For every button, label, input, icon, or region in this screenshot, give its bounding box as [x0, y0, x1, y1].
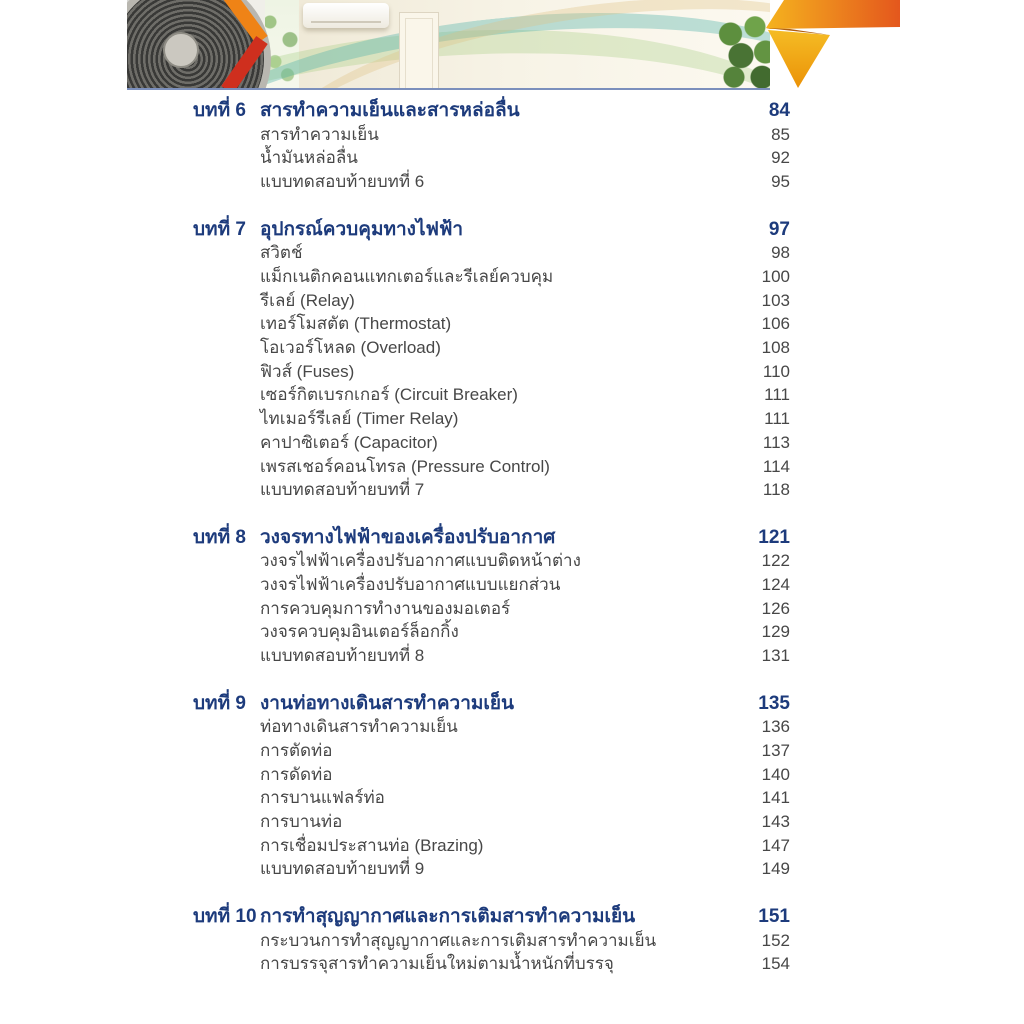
- toc-item-row: [193, 763, 790, 787]
- item-page-number: 126: [761, 598, 790, 618]
- toc-chapter-block: [193, 99, 790, 194]
- item-page-number: 106: [761, 314, 790, 334]
- toc-item-row: [193, 360, 790, 384]
- toc-item-row: [193, 455, 790, 479]
- item-page-number: 114: [762, 456, 790, 476]
- item-title: แบบทดสอบท้ายบทที่ 9: [260, 859, 425, 879]
- chapter-page-number: 84: [768, 100, 790, 121]
- item-page-number: 149: [761, 859, 790, 879]
- chapter-title: อุปกรณ์ควบคุมทางไฟฟ้า: [260, 218, 464, 240]
- item-page-number: 98: [771, 243, 790, 263]
- item-page-number: 154: [761, 954, 790, 974]
- item-page-number: 108: [761, 338, 790, 358]
- item-title: การตัดท่อ: [260, 740, 333, 760]
- toc-item-row: [193, 739, 790, 763]
- chapter-heading-row: [193, 526, 790, 550]
- item-page-number: 140: [761, 764, 790, 784]
- chevron-decoration: [215, 0, 275, 90]
- chapter-label: บทที่ 6: [193, 100, 246, 121]
- indoor-ac-unit-icon: [303, 3, 389, 28]
- item-page-number: 85: [771, 124, 790, 144]
- toc-item-row: [193, 146, 790, 170]
- chapter-title: การทำสุญญากาศและการเติมสารทำความเย็น: [260, 905, 636, 927]
- item-title: การบรรจุสารทำความเย็นใหม่ตามน้ำหนักที่บรรจุ: [260, 954, 614, 974]
- item-title: ฟิวส์ (Fuses): [260, 361, 355, 381]
- toc-item-row: [193, 810, 790, 834]
- chapter-heading-row: [193, 692, 790, 716]
- item-page-number: 131: [761, 646, 790, 666]
- item-title: วงจรควบคุมอินเตอร์ล็อกกิ้ง: [260, 622, 459, 642]
- item-page-number: 118: [762, 480, 790, 500]
- item-page-number: 111: [764, 385, 790, 405]
- chapter-page-number: 121: [758, 526, 790, 548]
- toc-item-row: [193, 123, 790, 147]
- toc-item-row: [193, 715, 790, 739]
- item-title: สารทำความเย็น: [260, 124, 379, 144]
- item-page-number: 110: [762, 361, 790, 381]
- chapter-heading-row: [193, 905, 790, 929]
- chapter-title: สารทำความเย็นและสารหล่อลื่น: [260, 100, 520, 121]
- toc-item-row: [193, 383, 790, 407]
- toc-item-row: [193, 644, 790, 668]
- chapter-title: งานท่อทางเดินสารทำความเย็น: [260, 692, 515, 714]
- item-page-number: 92: [771, 148, 790, 168]
- header-photo: [127, 0, 770, 90]
- chapter-page-number: 151: [758, 905, 790, 927]
- chapter-heading-row: [193, 99, 790, 123]
- toc-item-row: [193, 573, 790, 597]
- item-title: วงจรไฟฟ้าเครื่องปรับอากาศแบบติดหน้าต่าง: [260, 551, 581, 571]
- item-title: แม็กเนติกคอนแทกเตอร์และรีเลย์ควบคุม: [260, 266, 554, 286]
- item-page-number: 136: [761, 717, 790, 737]
- item-title: กระบวนการทำสุญญากาศและการเติมสารทำความเย็น: [260, 930, 657, 950]
- toc-item-row: [193, 478, 790, 502]
- item-title: วงจรไฟฟ้าเครื่องปรับอากาศแบบแยกส่วน: [260, 575, 561, 595]
- item-page-number: 111: [764, 409, 790, 429]
- toc-item-row: [193, 786, 790, 810]
- chapter-page-number: 135: [758, 692, 790, 714]
- toc-item-row: [193, 834, 790, 858]
- toc-chapter-block: [193, 692, 790, 882]
- item-title: การบานท่อ: [260, 812, 343, 832]
- item-title: คาปาซิเตอร์ (Capacitor): [260, 432, 438, 452]
- chapter-items: [193, 241, 790, 502]
- item-page-number: 95: [771, 172, 790, 192]
- chapter-heading-row: [193, 218, 790, 242]
- chapter-label: บทที่ 8: [193, 526, 246, 548]
- toc-item-row: [193, 620, 790, 644]
- item-page-number: 122: [761, 551, 790, 571]
- item-title: รีเลย์ (Relay): [260, 290, 355, 310]
- toc-item-row: [193, 952, 790, 976]
- item-title: แบบทดสอบท้ายบทที่ 8: [260, 646, 425, 666]
- fan-center-cap: [163, 32, 199, 68]
- item-title: เพรสเชอร์คอนโทรล (Pressure Control): [260, 456, 550, 476]
- item-page-number: 147: [761, 835, 790, 855]
- chapter-items: [193, 929, 790, 976]
- item-page-number: 143: [761, 812, 790, 832]
- item-title: ไทเมอร์รีเลย์ (Timer Relay): [260, 409, 459, 429]
- toc-item-row: [193, 170, 790, 194]
- chapter-label: บทที่ 9: [193, 692, 246, 714]
- toc-item-row: [193, 431, 790, 455]
- toc-item-row: [193, 312, 790, 336]
- toc-chapter-block: [193, 526, 790, 668]
- item-title: เซอร์กิตเบรกเกอร์ (Circuit Breaker): [260, 385, 518, 405]
- item-title: การควบคุมการทำงานของมอเตอร์: [260, 598, 511, 618]
- toc-item-row: [193, 549, 790, 573]
- chapter-title: วงจรทางไฟฟ้าของเครื่องปรับอากาศ: [260, 526, 556, 548]
- item-title: แบบทดสอบท้ายบทที่ 7: [260, 480, 425, 500]
- chapter-page-number: 97: [768, 218, 790, 240]
- orange-arrow-decoration: [756, 0, 906, 92]
- item-page-number: 100: [761, 266, 790, 286]
- toc-item-row: [193, 241, 790, 265]
- item-title: ท่อทางเดินสารทำความเย็น: [260, 717, 458, 737]
- item-page-number: 103: [761, 290, 790, 310]
- toc-chapter-block: [193, 218, 790, 502]
- toc-item-row: [193, 289, 790, 313]
- item-title: โอเวอร์โหลด (Overload): [260, 338, 441, 358]
- item-page-number: 129: [761, 622, 790, 642]
- chapter-items: [193, 549, 790, 668]
- chapter-items: [193, 715, 790, 881]
- toc-item-row: [193, 336, 790, 360]
- item-page-number: 124: [761, 575, 790, 595]
- toc-chapter-block: [193, 905, 790, 976]
- item-page-number: 113: [762, 432, 790, 452]
- item-title: แบบทดสอบท้ายบทที่ 6: [260, 172, 425, 192]
- item-title: เทอร์โมสตัต (Thermostat): [260, 314, 452, 334]
- toc-item-row: [193, 597, 790, 621]
- toc-item-row: [193, 857, 790, 881]
- chapter-label: บทที่ 10: [193, 905, 257, 927]
- item-page-number: 137: [761, 740, 790, 760]
- toc-item-row: [193, 265, 790, 289]
- toc: [193, 99, 790, 1000]
- chapter-items: [193, 123, 790, 194]
- toc-item-row: [193, 929, 790, 953]
- item-title: น้ำมันหล่อลื่น: [260, 148, 358, 168]
- item-title: การดัดท่อ: [260, 764, 333, 784]
- chapter-label: บทที่ 7: [193, 218, 246, 240]
- item-title: การบานแฟลร์ท่อ: [260, 788, 385, 808]
- door-frame: [399, 12, 439, 90]
- toc-item-row: [193, 407, 790, 431]
- item-page-number: 152: [761, 930, 790, 950]
- item-title: การเชื่อมประสานท่อ (Brazing): [260, 835, 484, 855]
- item-title: สวิตช์: [260, 243, 303, 263]
- item-page-number: 141: [761, 788, 790, 808]
